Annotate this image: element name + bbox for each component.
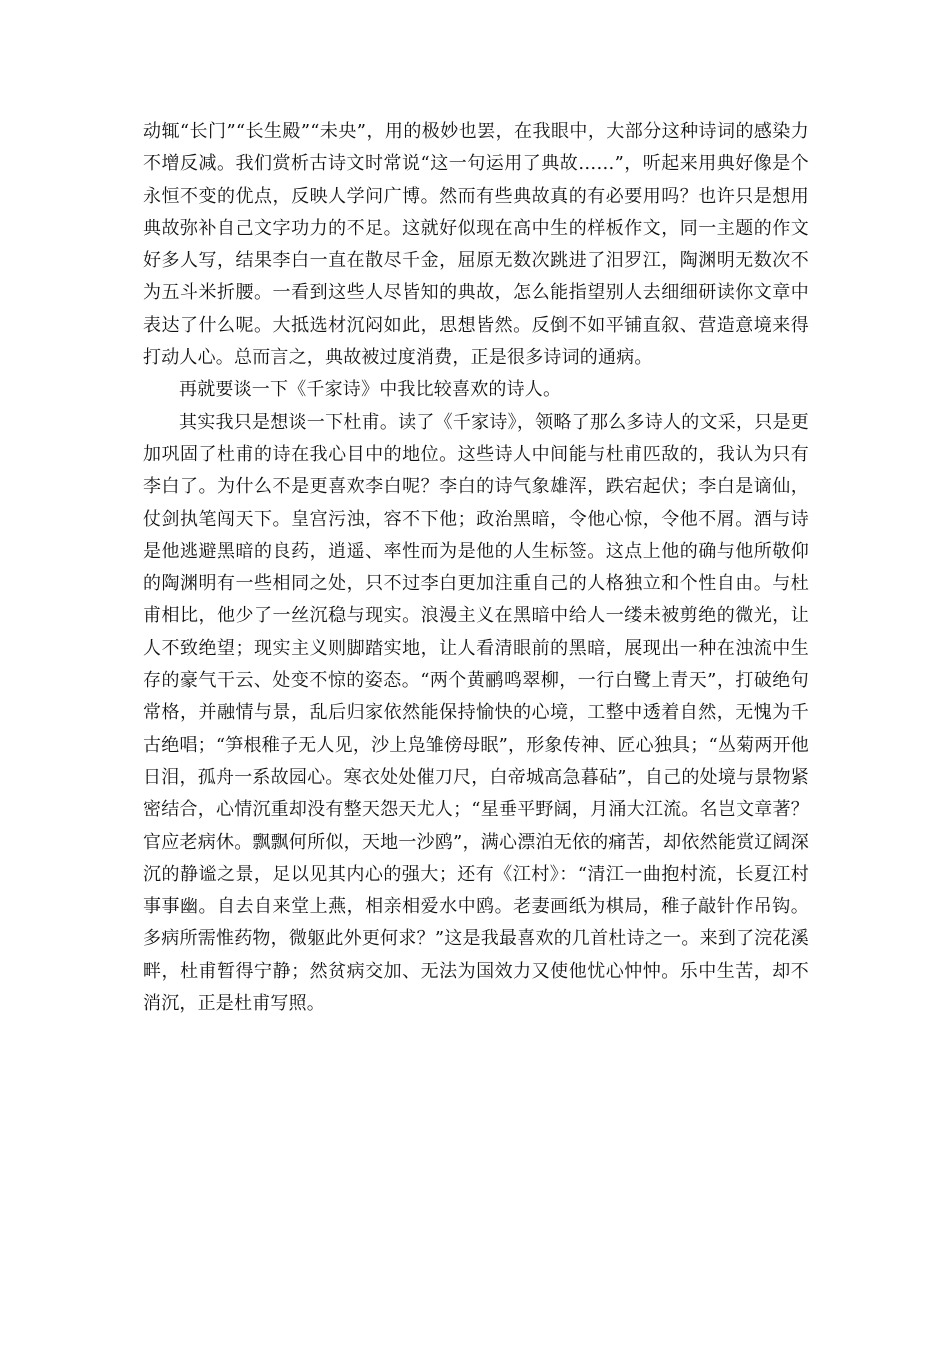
paragraph-allusion-critique: 动辄“长门”“长生殿”“未央”，用的极妙也罢，在我眼中，大部分这种诗词的感染力不增反减。我们赏析古诗文时常说“这一句运用了典故……”，听起来用典好像是个永恒不变的优点，反映人学问广博。然而有些典故真的有必要用吗？也许只是想用典故弥补自己文字功力的不足。这就好似现在高中生的样板作文，同一主题的作文好多人写，结果李白一直在散尽千金，屈原无数次跳进了汨罗江，陶渊明无数次不为五斗米折腰。一看到这些人尽皆知的典故，怎么能指望别人去细细研读你文章中表达了什么呢。大抵选材沉闷如此，思想皆然。反倒不如平铺直叙、营造意境来得打动人心。总而言之，典故被过度消费，正是很多诗词的通病。	[143, 121, 809, 369]
document-body	[143, 116, 809, 1020]
paragraph-du-fu-discussion: 其实我只是想谈一下杜甫。读了《千家诗》，领略了那么多诗人的文采，只是更加巩固了杜甫的诗在我心目中的地位。这些诗人中间能与杜甫匹敌的，我认为只有李白了。为什么不是更喜欢李白呢？李白的诗气象雄浑，跌宕起伏；李白是谪仙，仗剑执笔闯天下。皇宫污浊，容不下他；政治黑暗，令他心惊，令他不屑。酒与诗是他逃避黑暗的良药，逍遥、率性而为是他的人生标签。这点上他的确与他所敬仰的陶渊明有一些相同之处，只不过李白更加注重自己的人格独立和个性自由。与杜甫相比，他少了一丝沉稳与现实。浪漫主义在黑暗中给人一缕未被剪绝的微光，让人不致绝望；现实主义则脚踏实地，让人看清眼前的黑暗，展现出一种在浊流中生存的豪气干云、处变不惊的姿态。“两个黄鹂鸣翠柳，一行白鹭上青天”，打破绝句常格，并融情与景，乱后归家依然能保持愉快的心境，工整中透着自然，无愧为千古绝唱；“笋根稚子无人见，沙上凫雏傍母眠”，形象传神、匠心独具；“丛菊两开他日泪，孤舟一系故园心。寒衣处处催刀尺，白帝城高急暮砧”，自己的处境与景物紧密结合，心情沉重却没有整天怨天尤人；“星垂平野阔，月涌大江流。名岂文章著？官应老病休。飘飘何所似，天地一沙鸥”，满心漂泊无依的痛苦，却依然能赏辽阔深沉的静谧之景，足以见其内心的强大；还有《江村》：“清江一曲抱村流，长夏江村事事幽。自去自来堂上燕，相亲相爱水中鸥。老妻画纸为棋局，稚子敲针作吊钩。多病所需惟药物，微躯此外更何求？”这是我最喜欢的几首杜诗之一。来到了浣花溪畔，杜甫暂得宁静；然贫病交加、无法为国效力又使他忧心忡忡。乐中生苦，却不消沉，正是杜甫写照。	[143, 411, 809, 1015]
paragraph-favorite-poet-intro: 再就要谈一下《千家诗》中我比较喜欢的诗人。	[179, 379, 562, 401]
